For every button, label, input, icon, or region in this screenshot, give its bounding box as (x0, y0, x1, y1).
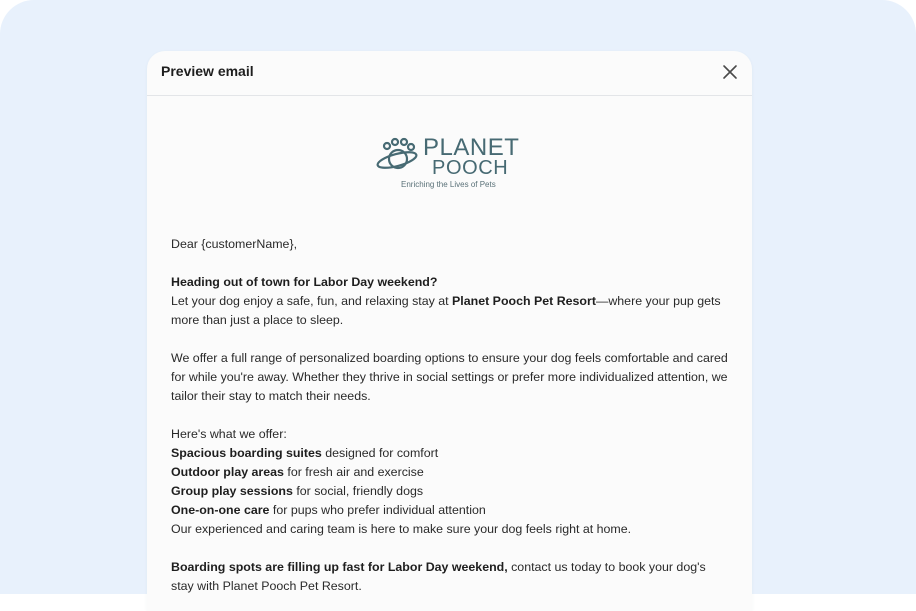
offer-item (171, 444, 731, 463)
email-intro-suffix: —where your pup gets more than just a place to sleep. (171, 294, 721, 327)
close-button[interactable] (720, 62, 740, 82)
modal-header (147, 51, 752, 96)
offer-item-rest: designed for comfort (321, 446, 439, 460)
email-intro-prefix: Let your dog enjoy a safe, fun, and relaxing stay at (171, 294, 453, 308)
offer-item-bold: Spacious boarding suites (171, 446, 322, 460)
offer-item (171, 501, 731, 520)
planet-pooch-logo (375, 135, 525, 193)
email-offers-block (171, 425, 731, 539)
email-cta-bold: Boarding spots are filling up fast for Labor Day weekend, (171, 560, 508, 574)
email-team-line: Our experienced and caring team is here to make sure your dog feels right at home. (171, 522, 632, 536)
email-body (171, 235, 731, 611)
logo-brand-line2: POOCH (432, 157, 509, 179)
email-offer-paragraph: We offer a full range of personalized boarding options to ensure your dog feels comfortable and cared for while you're away. Whether they thrive in social settings or prefer more individualized attention, we tailor their stay to match their needs. (171, 351, 728, 403)
offer-item (171, 482, 731, 501)
logo-brand-line1: PLANET (423, 134, 520, 161)
email-headline: Heading out of town for Labor Day weekend? (171, 275, 438, 289)
email-intro-brand: Planet Pooch Pet Resort (452, 294, 596, 308)
email-list-intro: Here's what we offer: (171, 427, 287, 441)
email-greeting: Dear {customerName}, (171, 237, 298, 251)
email-cta-rest: contact us today to book your dog's stay with Planet Pooch Pet Resort. (171, 560, 706, 593)
email-cta-paragraph (171, 558, 731, 596)
email-intro-paragraph (171, 273, 731, 330)
offer-item-bold: Outdoor play areas (171, 465, 284, 479)
offer-item-rest: for pups who prefer individual attention (269, 503, 486, 517)
offer-item (171, 463, 731, 482)
close-icon (720, 62, 740, 82)
offer-item-rest: for social, friendly dogs (292, 484, 424, 498)
planet-paw-icon (375, 137, 423, 177)
preview-email-modal (147, 51, 752, 611)
offer-item-bold: One-on-one care (171, 503, 270, 517)
logo-tagline: Enriching the Lives of Pets (401, 180, 496, 189)
offer-item-bold: Group play sessions (171, 484, 293, 498)
offer-item-rest: for fresh air and exercise (283, 465, 424, 479)
modal-title: Preview email (161, 63, 254, 79)
